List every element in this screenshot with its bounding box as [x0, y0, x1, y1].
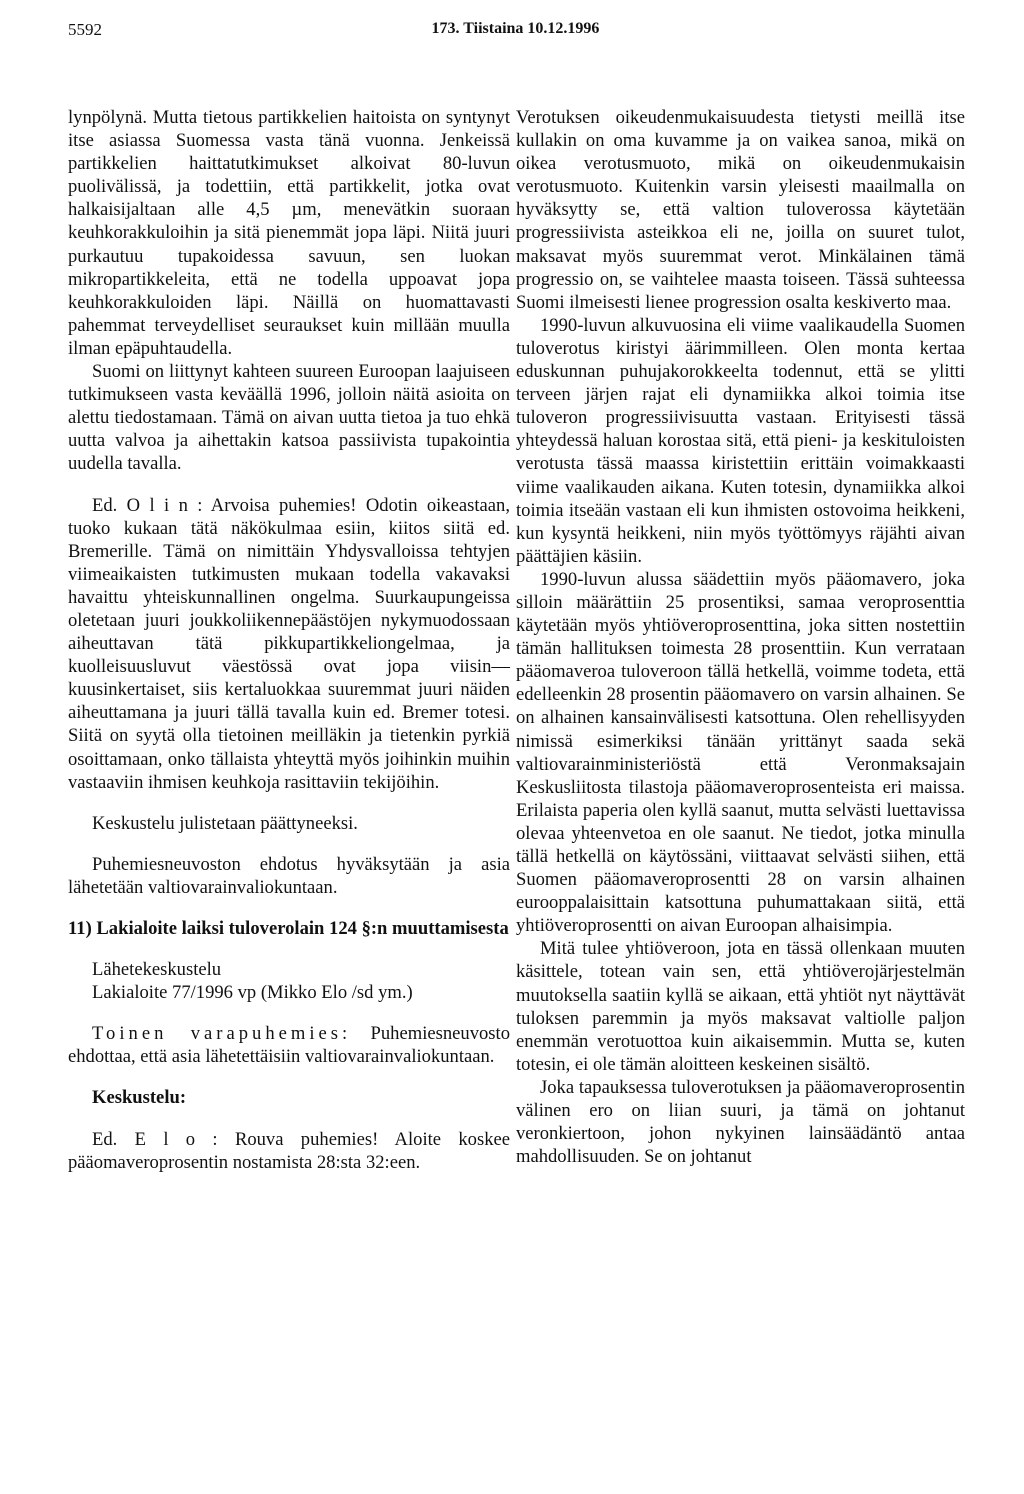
page-number: 5592: [68, 20, 102, 39]
debate-heading: Keskustelu:: [92, 1087, 187, 1109]
speech-text: Rouva puhemies! Aloite koskee pääomaveroprosentin nostamista 28:sta 32:een.: [68, 1128, 510, 1173]
speaker-name: Ed. O l i n :: [92, 494, 203, 516]
speaker-name: Ed. E l o :: [92, 1128, 218, 1150]
speech-elo: [68, 1128, 510, 1174]
paragraph: 1990-luvun alkuvuosina eli viime vaalikaudella Suomen tuloverotus kiristyi äärimmilleen. Olen monta kertaa eduskunnan puhujakorokkeelta todennut, että se ylitti terveen järjen rajat eli dynamiikka alkoi toimia itse tuloveron progressiivisuutta vastaan. Erityisesti tässä yhteydessä haluan korostaa sitä, että pieni- ja keskituloisten verotusta tässä maassa kiristettiin erittäin voimakkaasti viime vaalikauden aikana. Kuten totesin, dynamiikka alkoi toimia itseään vastaan eli kun ihmisten ostovoima heikkeni, kun kysyntä heikkeni, niin myös työttömyys räjähti aivan päättäjien käsiin.: [516, 314, 965, 567]
paragraph: Suomi on liittynyt kahteen suureen Euroopan laajuiseen tutkimukseen vasta keväällä 1996, jolloin näitä asioita on alettu tiedostamaan. Tämä on aivan uutta tietoa ja tuo ehkä uutta valvoa ja aihettakin katsoa passiivista tupakointia uudella tavalla.: [68, 361, 510, 475]
paragraph: 1990-luvun alussa säädettiin myös pääomavero, joka silloin määrättiin 25 prosentiksi, samaa veroprosenttia käytetään myös yhtiöveroprosenttina, joka sitten nostettiin tämän hallituksen toimesta 28 prosenttiin. Kun verrataan pääomaveroa tuloveroon tällä hetkellä, voimme todeta, että edelleenkin 28 prosentin pääomavero on varsin alhainen. Se on alhainen kansainvälisesti katsottuna. Olen rehellisyyden nimissä esimerkiksi tänään yrittänyt saada sekä valtiovarainministeriöstä että Veronmaksajain Keskusliitosta tilastoja pääomaveroprosenteista eri maissa. Erilaista paperia olen kyllä saanut, mutta selvästi luettavissa olevaa yhteenvetoa en ole saanut. Ne tiedot, jotka minulla tällä hetkellä on käytössäni, viittaavat selvästi siihen, että Suomen pääomaveroprosentti 28 on varsin alhainen eurooppalaisittain katsottuna puhumattakaan siitä, että yhtiöveroprosentti on aivan Euroopan alhaisimpia.: [516, 568, 965, 937]
speech-text: Puhemiesneuvosto ehdottaa, että asia lähetettäisiin valtiovarainvaliokuntaan.: [68, 1023, 510, 1068]
debate-closed-note: Keskustelu julistetaan päättyneeksi.: [92, 812, 358, 834]
initiative-reference: Lakialoite 77/1996 vp (Mikko Elo /sd ym.): [92, 982, 413, 1004]
page-header: [68, 20, 963, 44]
session-title: 173. Tiistaina 10.12.1996: [431, 20, 600, 37]
referral-debate-label: Lähetekeskustelu: [92, 959, 222, 981]
paragraph: Verotuksen oikeudenmukaisuudesta tietysti meillä itse kullakin on oma kuvamme ja on vaikea sanoa, mikä on oikea verotusmuoto, mikä on oikeudenmukaisin verotusmuoto. Kuitenkin varsin yleisesti maailmalla on hyväksytty se, että valtion tuloverossa käytetään progressiivista asteikkoa eli ne, joilla on suuret tulot, maksavat myös suuremmat verot. Minkälainen tämä progressio on, se vaihtelee maasta toiseen. Tässä suhteessa Suomi ilmeisesti lienee progression osalta keskiverto maa.: [516, 107, 965, 313]
speech-olin: [68, 494, 510, 794]
paragraph: Mitä tulee yhtiöveroon, jota en tässä ollenkaan muuten käsittele, totean vain sen, että yhtiöverojärjestelmän muutoksella saatiin kyllä se aikaan, että yhtiöt nyt näyttävät tuloksen paremmin ja myös maksavat valtiolle paljon enemmän verotuottoa kuin aikaisemmin. Mutta se, kuten totesin, ei ole tämän aloitteen keskeinen sisältö.: [516, 938, 965, 1075]
deputy-speaker-statement: [68, 1022, 510, 1068]
agenda-item-heading: 11) Lakialoite laiksi tuloverolain 124 §:n muuttamisesta: [68, 918, 509, 939]
council-proposal-note: Puhemiesneuvoston ehdotus hyväksytään ja asia lähetetään valtiovarainvaliokuntaan.: [68, 853, 510, 898]
right-column: [516, 106, 965, 1168]
speech-text: Arvoisa puhemies! Odotin oikeastaan, tuoko kukaan tätä näkökulmaa esiin, kiitos siitä ed. Bremerille. Tämä on nimittäin Yhdysvalloissa tehtyjen viimeaikaisten tutkimusten mukaan todella vakavaksi havaittu yhteiskunnallinen ongelma. Suurkaupungeissa oletetaan juuri joukkoliikennepäästöjen nykymuodossaan aiheuttavan tätä pikkupartikkeliongelmaa, ja kuolleisuusluvut väestössä ovat jopa viisin—kuusinkertaiset, siis kertaluokkaa suuremmat juuri näiden aiheuttamana ja juuri tällä tavalla kuin ed. Bremer totesi. Siitä on syytä olla tietoinen meilläkin ja tietenkin pyrkiä osoittamaan, onko tällaista yhteyttä myös joihinkin muihin vastaaviin ihmisen keuhkoja rasittaviin tekijöihin.: [68, 494, 510, 793]
left-column: [68, 106, 510, 1174]
speaker-name: Toinen varapuhemies:: [92, 1023, 352, 1045]
paragraph: Joka tapauksessa tuloverotuksen ja pääomaveroprosentin välinen ero on liian suuri, ja tämä on johtanut veronkiertoon, johon nykyinen lainsäädäntö antaa mahdollisuuden. Se on johtanut: [516, 1076, 965, 1168]
paragraph: lynpölynä. Mutta tietous partikkelien haitoista on syntynyt itse asiassa Suomessa vasta tänä vuonna. Jenkeissä partikkelien haittatutkimukset alkoivat 80-luvun puolivälissä, ja todettiin, että partikkelit, jotka ovat halkaisijaltaan alle 4,5 µm, menevätkin suoraan keuhkorakkuloihin ja sitä pienemmät jopa läpi. Niitä juuri purkautuu tupakoidessa savuun, sen luokan mikropartikkeleita, että ne todella uppoavat jopa keuhkorakkuloiden läpi. Näillä on huomattavasti pahemmat terveydelliset seuraukset kuin millään muulla ilman epäpuhtaudella.: [68, 107, 510, 359]
